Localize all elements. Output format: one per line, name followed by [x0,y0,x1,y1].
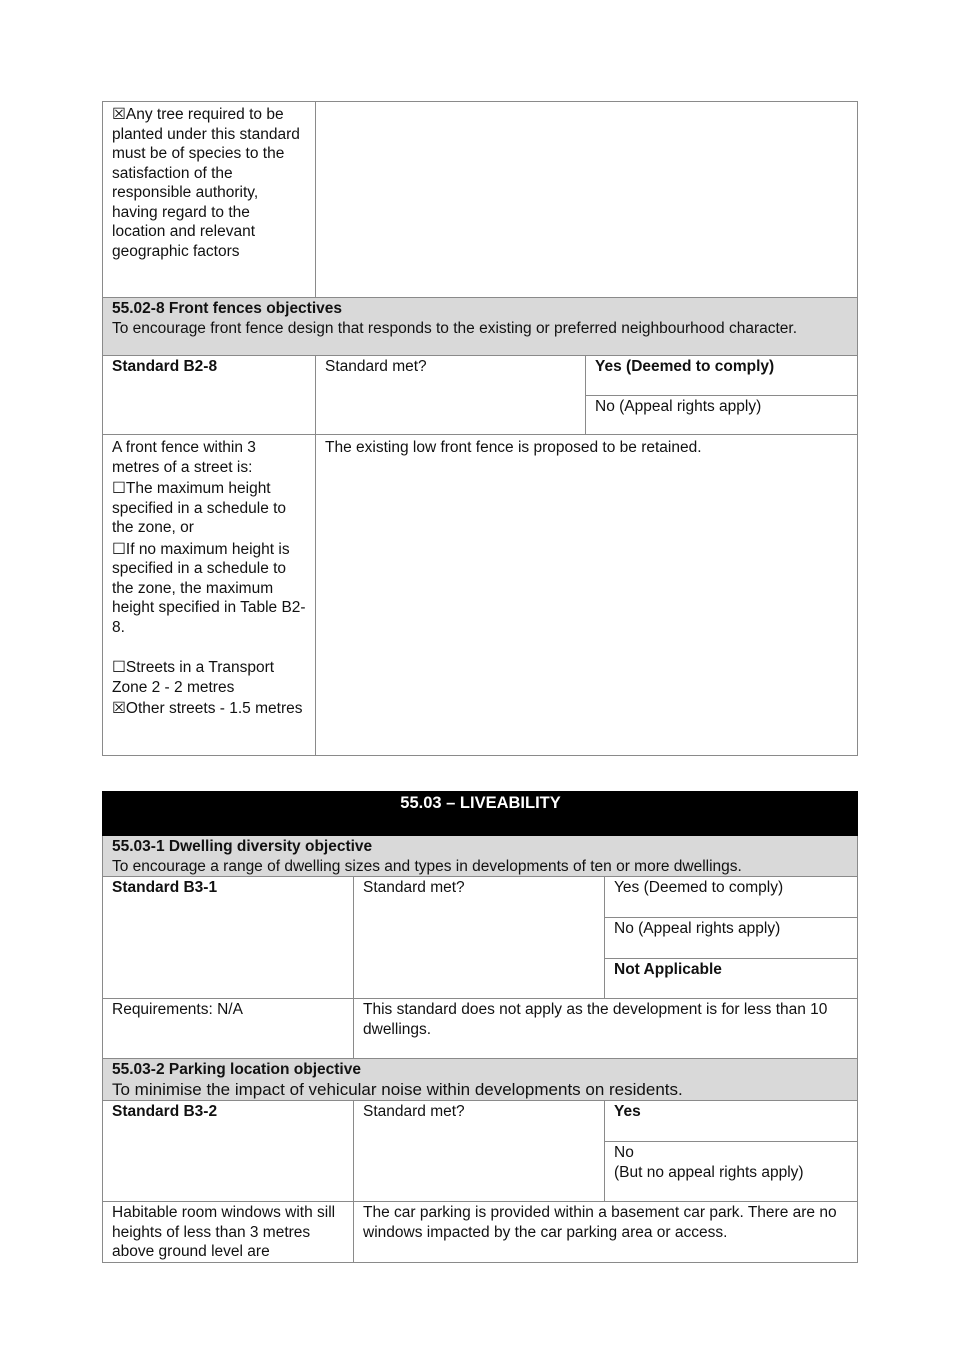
fence-response: The existing low front fence is proposed to be retained. [316,435,858,756]
standard-b3-2-label: Standard B3-2 [103,1101,354,1202]
parking-objective-row [103,1059,858,1101]
fence-requirements-cell [103,435,316,756]
b3-1-option-no: No (Appeal rights apply) [605,918,858,959]
b3-1-option-not-applicable: Not Applicable [605,959,858,999]
option-yes-deemed: Yes (Deemed to comply) [586,356,858,396]
tree-requirement-cell [103,102,316,298]
liveability-table [102,791,858,1263]
b3-1-response: This standard does not apply as the development is for less than 10 dwellings. [354,999,858,1059]
b3-2-option-no-cell [605,1142,858,1202]
b3-2-option-no-note: (But no appeal rights apply) [614,1163,804,1181]
b3-1-option-yes: Yes (Deemed to comply) [605,877,858,918]
empty-response-cell [316,102,858,298]
b3-2-requirements: Habitable room windows with sill heights of less than 3 metres above ground level are [103,1202,354,1263]
standard-b2-8-label: Standard B2-8 [103,356,316,435]
standard-met-label: Standard met? [316,356,586,435]
fence-heading: 55.02-8 Front fences objectives [112,300,343,317]
section-title-liveability: 55.03 – LIVEABILITY [103,792,858,836]
b3-2-response: The car parking is provided within a basement car park. There are no windows impacted by the car parking area or access. [354,1202,858,1263]
req-intro: A front fence within 3 metres of a street is: [112,439,256,476]
b3-2-met-label: Standard met? [354,1101,605,1202]
b3-2-option-no: No [614,1144,634,1161]
b3-1-met-label: Standard met? [354,877,605,999]
front-fences-table [102,101,858,756]
req-item-transport-zone: ☐Streets in a Transport Zone 2 - 2 metres [112,659,275,696]
diversity-objective: To encourage a range of dwelling sizes and types in developments of ten or more dwellings. [112,857,742,875]
diversity-heading: 55.03-1 Dwelling diversity objective [112,838,373,855]
fence-objective-row [103,298,858,356]
parking-objective: To minimise the impact of vehicular noise within developments on residents. [112,1079,683,1099]
parking-heading: 55.03-2 Parking location objective [112,1061,361,1078]
b3-1-requirements: Requirements: N/A [103,999,354,1059]
req-item-max-height-schedule: ☐The maximum height specified in a schedule to the zone, or [112,480,287,536]
b3-2-option-yes: Yes [605,1101,858,1142]
fence-objective: To encourage front fence design that responds to the existing or preferred neighbourhood character. [112,319,798,337]
tree-requirement-text: ☒Any tree required to be planted under this standard must be of species to the satisfaction of the responsible authority, having regard to the location and relevant geographic factors [112,106,300,260]
req-item-no-max-height: ☐If no maximum height is specified in a schedule to the zone, the maximum height specified in Table B2-8. [112,540,306,636]
diversity-objective-row [103,836,858,877]
standard-b3-1-label: Standard B3-1 [103,877,354,999]
option-no-appeal: No (Appeal rights apply) [586,396,858,435]
req-item-other-streets: ☒Other streets - 1.5 metres [112,700,303,717]
